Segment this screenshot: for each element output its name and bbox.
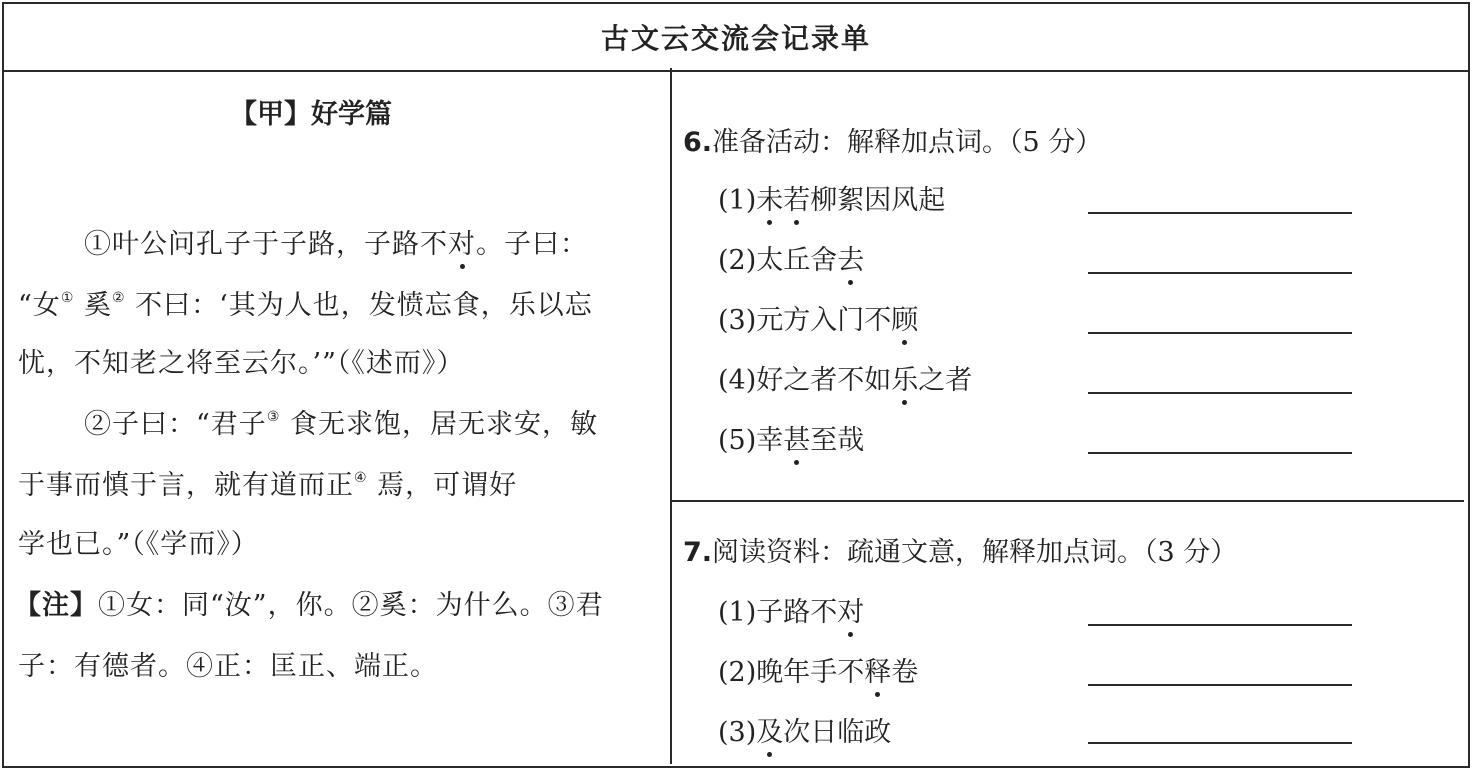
answer-blank[interactable] — [1088, 392, 1352, 394]
question-text: 阅读资料：疏通文意，解释加点词。（3 分） — [712, 537, 1238, 568]
dotted-char: 若 — [783, 185, 811, 216]
question-number: 6. — [683, 127, 713, 158]
dotted-char: 对 — [448, 229, 476, 260]
row-divider — [672, 500, 1464, 502]
q7-item-2 — [718, 650, 918, 689]
footnote-mark: ④ — [354, 470, 368, 486]
q6-item-4 — [718, 358, 972, 397]
dotted-char: 对 — [837, 597, 865, 628]
item-index: (2) — [718, 657, 757, 688]
dotted-char: 去 — [837, 245, 865, 276]
text-run: 卷 — [891, 657, 919, 688]
notes-line: 子：有德者。④正：匡正、端正。 — [18, 651, 438, 682]
passage-line — [84, 222, 588, 261]
item-index: (4) — [718, 365, 757, 396]
footnote-mark: ③ — [266, 409, 281, 425]
item-index: (2) — [718, 245, 757, 276]
answer-blank[interactable] — [1088, 684, 1352, 686]
dotted-char: 甚 — [783, 425, 811, 456]
item-index: (3) — [718, 717, 757, 748]
dotted-char: 释 — [864, 657, 892, 688]
text-run: 于事而慎于言，就有道而正 — [18, 470, 354, 501]
dotted-char: 顾 — [891, 305, 919, 336]
text-run: 子路不 — [756, 597, 838, 628]
answer-blank[interactable] — [1088, 452, 1352, 454]
sheet-title-row — [4, 4, 1468, 72]
sheet-title: 古文云交流会记录单 — [600, 22, 871, 55]
question-number: 7. — [683, 537, 713, 568]
notes-line — [14, 583, 604, 622]
text-run: ①叶公问孔子于子路，子路不 — [84, 229, 448, 260]
text-run: 不曰：‘其为人也，发愤忘食，乐以忘 — [125, 290, 593, 321]
text-run: “女 — [18, 290, 61, 321]
passage-heading: 【甲】好学篇 — [230, 99, 392, 130]
text-run: ①女：同“汝”，你。②奚：为什么。③君 — [98, 590, 604, 621]
question-6-heading — [683, 120, 1102, 159]
passage-line: 学也已。”（《学而》） — [18, 529, 259, 560]
answer-blank[interactable] — [1088, 742, 1352, 744]
q6-item-5 — [718, 418, 864, 457]
question-text: 准备活动：解释加点词。（5 分） — [712, 127, 1103, 158]
answer-blank[interactable] — [1088, 332, 1352, 334]
q7-item-1 — [718, 590, 864, 629]
footnote-mark: ① — [60, 290, 75, 306]
dotted-char: 及 — [756, 717, 784, 748]
text-run: 奚 — [74, 290, 112, 321]
question-7-heading — [683, 530, 1237, 569]
answer-blank[interactable] — [1088, 624, 1352, 626]
answer-blank[interactable] — [1088, 212, 1352, 214]
q7-item-3 — [718, 710, 891, 749]
q6-item-1 — [718, 178, 945, 217]
notes-label: 【注】 — [14, 590, 98, 621]
text-run: 晚年手不 — [756, 657, 865, 688]
text-run: 。子曰： — [476, 229, 588, 260]
footnote-mark: ② — [111, 290, 126, 306]
text-run: 元方入门不 — [756, 305, 892, 336]
passage-line — [18, 283, 593, 322]
column-divider — [670, 68, 672, 764]
q6-item-3 — [718, 298, 918, 337]
text-run: 太丘舍 — [756, 245, 838, 276]
passage-line: 忧，不知老之将至云尔。’”（《述而》） — [18, 348, 465, 379]
text-run: 好之者不如 — [756, 365, 892, 396]
answer-blank[interactable] — [1088, 272, 1352, 274]
passage-line — [18, 463, 517, 502]
dotted-char: 乐 — [891, 365, 919, 396]
text-run: 至哉 — [810, 425, 865, 456]
text-run: 幸 — [756, 425, 784, 456]
text-run: 次日临政 — [783, 717, 892, 748]
text-run: 之者 — [918, 365, 973, 396]
item-index: (1) — [718, 185, 757, 216]
text-run: 柳絮因风起 — [810, 185, 946, 216]
text-run: 食无求饱，居无求安，敏 — [280, 409, 598, 440]
passage-line — [84, 402, 598, 441]
item-index: (1) — [718, 597, 757, 628]
q6-item-2 — [718, 238, 864, 277]
text-run: ②子曰：“君子 — [84, 409, 267, 440]
dotted-char: 未 — [756, 185, 784, 216]
text-run: 焉，可谓好 — [367, 470, 518, 501]
item-index: (3) — [718, 305, 757, 336]
item-index: (5) — [718, 425, 757, 456]
